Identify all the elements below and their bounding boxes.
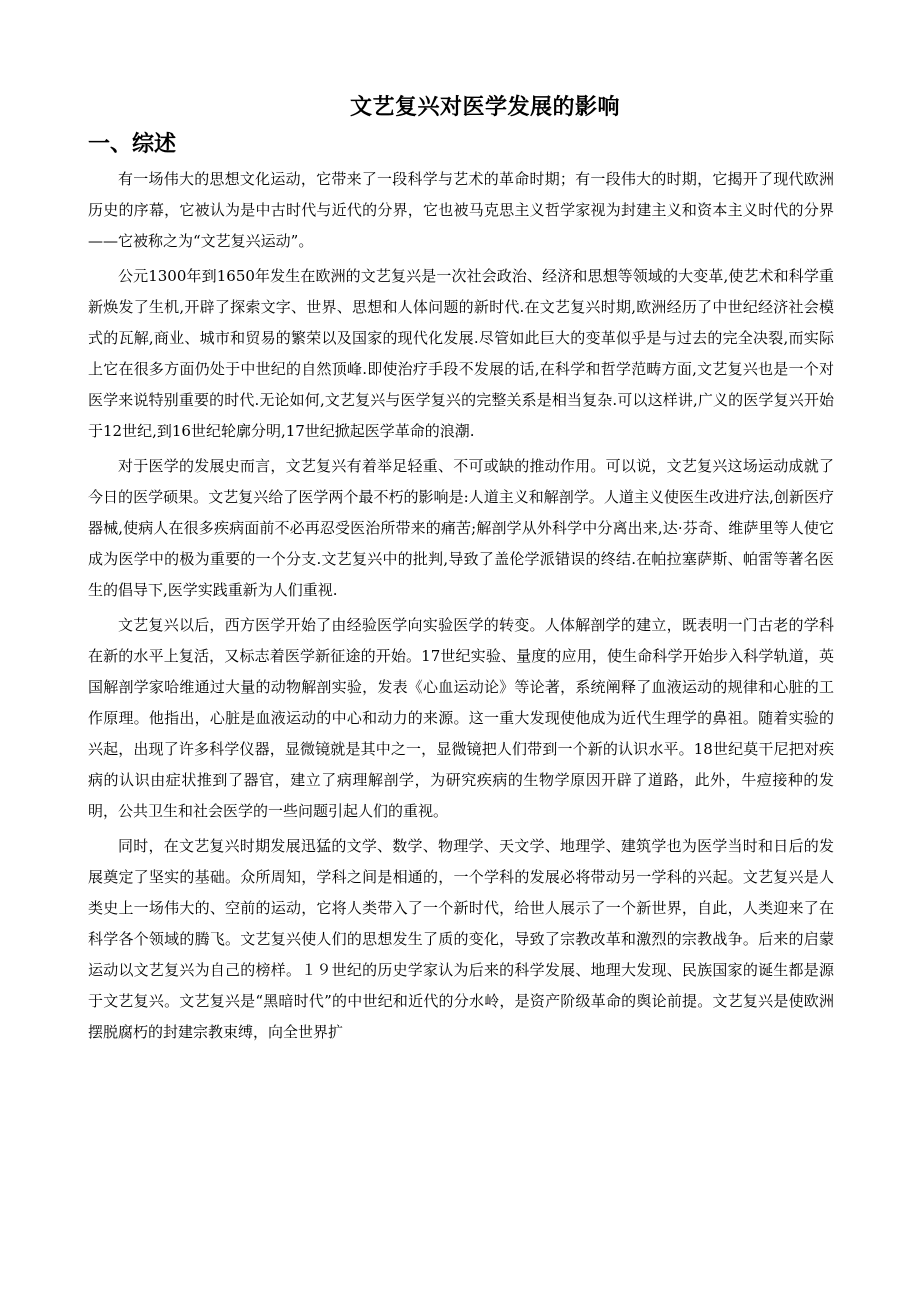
paragraph-humanism-anatomy: 对于医学的发展史而言，文艺复兴有着举足轻重、不可或缺的推动作用。可以说，文艺复兴这场运动成就了今日的医学硕果。文艺复兴给了医学两个最不朽的影响是:人道主义和解剖学。人道主义使医生改进疗法,创新医疗器械,使病人在很多疾病面前不必再忍受医治所带来的痛苦;解剖学从外科学中分离出来,达·芬奇、维萨里等人使它成为医学中的极为重要的一个分支.文艺复兴中的批判,导致了盖伦学派错误的终结.在帕拉塞萨斯、帕雷等著名医生的倡导下,医学实践重新为人们重视. (88, 457, 834, 599)
document-title: 文艺复兴对医学发展的影响 (349, 94, 620, 120)
section-heading: 一、综述 (88, 132, 177, 157)
paragraph-other-sciences: 同时，在文艺复兴时期发展迅猛的文学、数学、物理学、天文学、地理学、建筑学也为医学当时和日后的发展奠定了坚实的基础。众所周知，学科之间是相通的，一个学科的发展必将带动另一学科的兴起。文艺复兴是人类史上一场伟大的、空前的运动，它将人类带入了一个新时代，给世人展示了一个新世界，自此，人类迎来了在科学各个领域的腾飞。文艺复兴使人们的思想发生了质的变化，导致了宗教改革和激烈的宗教战争。后来的启蒙运动以文艺复兴为自己的榜样。１９世纪的历史学家认为后来的科学发展、地理大发现、民族国家的诞生都是源于文艺复兴。文艺复兴是“黑暗时代”的中世纪和近代的分水岭，是资产阶级革命的舆论前提。文艺复兴是使欧洲摆脱腐朽的封建宗教束缚，向全世界扩 (88, 837, 834, 1041)
paragraph-renaissance-overview: 公元1300年到1650年发生在欧洲的文艺复兴是一次社会政治、经济和思想等领域的大变革,使艺术和科学重新焕发了生机,开辟了探索文字、世界、思想和人体问题的新时代.在文艺复兴时期,欧洲经历了中世纪经济社会模式的瓦解,商业、城市和贸易的繁荣以及国家的现代化发展.尽管如此巨大的变革似乎是与过去的完全决裂,而实际上它在很多方面仍处于中世纪的自然顶峰.即使治疗手段不发展的话,在科学和哲学范畴方面,文艺复兴也是一个对医学来说特别重要的时代.无论如何,文艺复兴与医学复兴的完整关系是相当复杂.可以这样讲,广义的医学复兴开始于12世纪,到16世纪轮廓分明,17世纪掀起医学革命的浪潮. (88, 267, 834, 440)
paragraph-intro: 有一场伟大的思想文化运动，它带来了一段科学与艺术的革命时期；有一段伟大的时期，它揭开了现代欧洲历史的序幕，它被认为是中古时代与近代的分界，它也被马克思主义哲学家视为封建主义和资本主义时代的分界——它被称之为“文艺复兴运动”。 (88, 170, 834, 250)
document-body (88, 164, 834, 1052)
paragraph-experimental-medicine: 文艺复兴以后，西方医学开始了由经验医学向实验医学的转变。人体解剖学的建立，既表明一门古老的学科在新的水平上复活，又标志着医学新征途的开始。17世纪实验、量度的应用，使生命科学开始步入科学轨道，英国解剖学家哈维通过大量的动物解剖实验，发表《心血运动论》等论著，系统阐释了血液运动的规律和心脏的工作原理。他指出，心脏是血液运动的中心和动力的来源。这一重大发现使他成为近代生理学的鼻祖。随着实验的兴起，出现了许多科学仪器，显微镜就是其中之一，显微镜把人们带到一个新的认识水平。18世纪莫干尼把对疾病的认识由症状推到了器官，建立了病理解剖学，为研究疾病的生物学原因开辟了道路，此外，牛痘接种的发明，公共卫生和社会医学的一些问题引起人们的重视。 (88, 616, 834, 820)
